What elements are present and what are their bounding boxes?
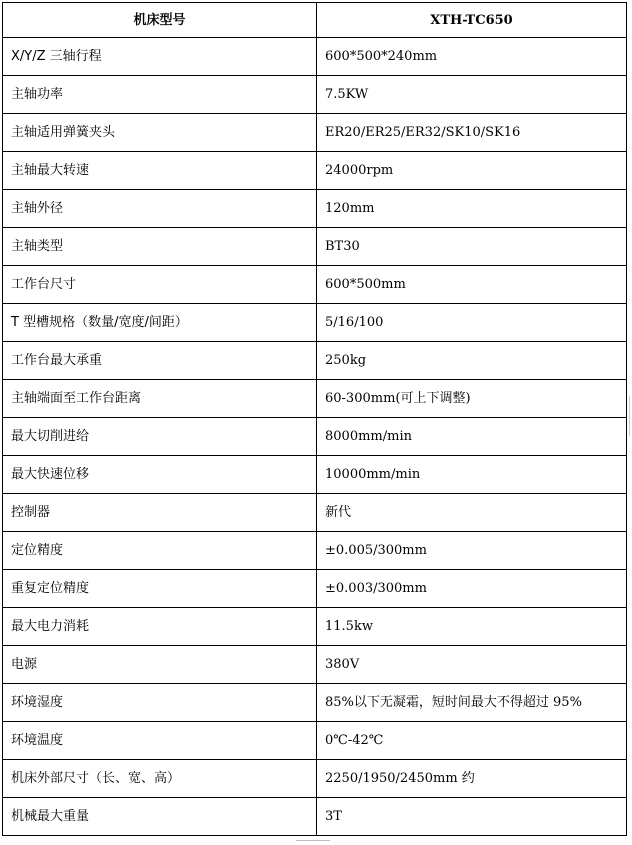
table-row [3,722,627,760]
table-row [3,190,627,228]
spec-value-cell: 24000rpm [317,152,627,190]
table-row [3,646,627,684]
spec-name-cell: T 型槽规格（数量/宽度/间距） [3,304,317,342]
table-row [3,380,627,418]
spec-value-cell: ±0.003/300mm [317,570,627,608]
spec-value-cell: ±0.005/300mm [317,532,627,570]
spec-value-cell: 11.5kw [317,608,627,646]
spec-name-cell: 环境湿度 [3,684,317,722]
table-row [3,684,627,722]
spec-value-cell: 新代 [317,494,627,532]
spec-name-cell: X/Y/Z 三轴行程 [3,38,317,76]
spec-name-cell: 主轴最大转速 [3,152,317,190]
header-name-cell: 机床型号 [3,3,317,38]
table-row [3,760,627,798]
table-row [3,342,627,380]
table-header-row [3,3,627,38]
table-row [3,38,627,76]
spec-value-cell: 5/16/100 [317,304,627,342]
table-row [3,532,627,570]
spec-value-cell: 250kg [317,342,627,380]
spec-value-cell: BT30 [317,228,627,266]
table-row [3,494,627,532]
table-row [3,418,627,456]
spec-name-cell: 工作台最大承重 [3,342,317,380]
table-row [3,304,627,342]
spec-name-cell: 工作台尺寸 [3,266,317,304]
spec-name-cell: 机械最大重量 [3,798,317,836]
spec-value-cell: 600*500mm [317,266,627,304]
table-row [3,798,627,836]
spec-name-cell: 机床外部尺寸（长、宽、高） [3,760,317,798]
table-row [3,152,627,190]
spec-value-cell: 2250/1950/2450mm 约 [317,760,627,798]
spec-name-cell: 控制器 [3,494,317,532]
spec-name-cell: 主轴适用弹簧夹头 [3,114,317,152]
table-row [3,570,627,608]
spec-value-cell: ER20/ER25/ER32/SK10/SK16 [317,114,627,152]
spec-name-cell: 最大切削进给 [3,418,317,456]
spec-value-cell: 380V [317,646,627,684]
spec-value-cell: 60-300mm(可上下调整) [317,380,627,418]
spec-name-cell: 电源 [3,646,317,684]
spec-value-cell: 3T [317,798,627,836]
table-row [3,456,627,494]
spec-name-cell: 环境温度 [3,722,317,760]
spec-value-cell: 7.5KW [317,76,627,114]
spec-value-cell: 85%以下无凝霜，短时间最大不得超过 95% [317,684,627,722]
spec-value-cell: 10000mm/min [317,456,627,494]
spec-name-cell: 主轴类型 [3,228,317,266]
spec-value-cell: 600*500*240mm [317,38,627,76]
table-row [3,266,627,304]
table-row [3,228,627,266]
table-row [3,76,627,114]
spec-value-cell: 120mm [317,190,627,228]
footer-edge-mark [296,840,330,845]
spec-table [2,2,627,836]
spec-name-cell: 主轴功率 [3,76,317,114]
spec-name-cell: 主轴端面至工作台距离 [3,380,317,418]
spec-name-cell: 定位精度 [3,532,317,570]
spec-name-cell: 主轴外径 [3,190,317,228]
spec-value-cell: 0℃-42℃ [317,722,627,760]
table-row [3,114,627,152]
header-value-cell: XTH-TC650 [317,3,627,38]
spec-name-cell: 重复定位精度 [3,570,317,608]
spec-name-cell: 最大电力消耗 [3,608,317,646]
table-row [3,608,627,646]
spec-name-cell: 最大快速位移 [3,456,317,494]
spec-value-cell: 8000mm/min [317,418,627,456]
